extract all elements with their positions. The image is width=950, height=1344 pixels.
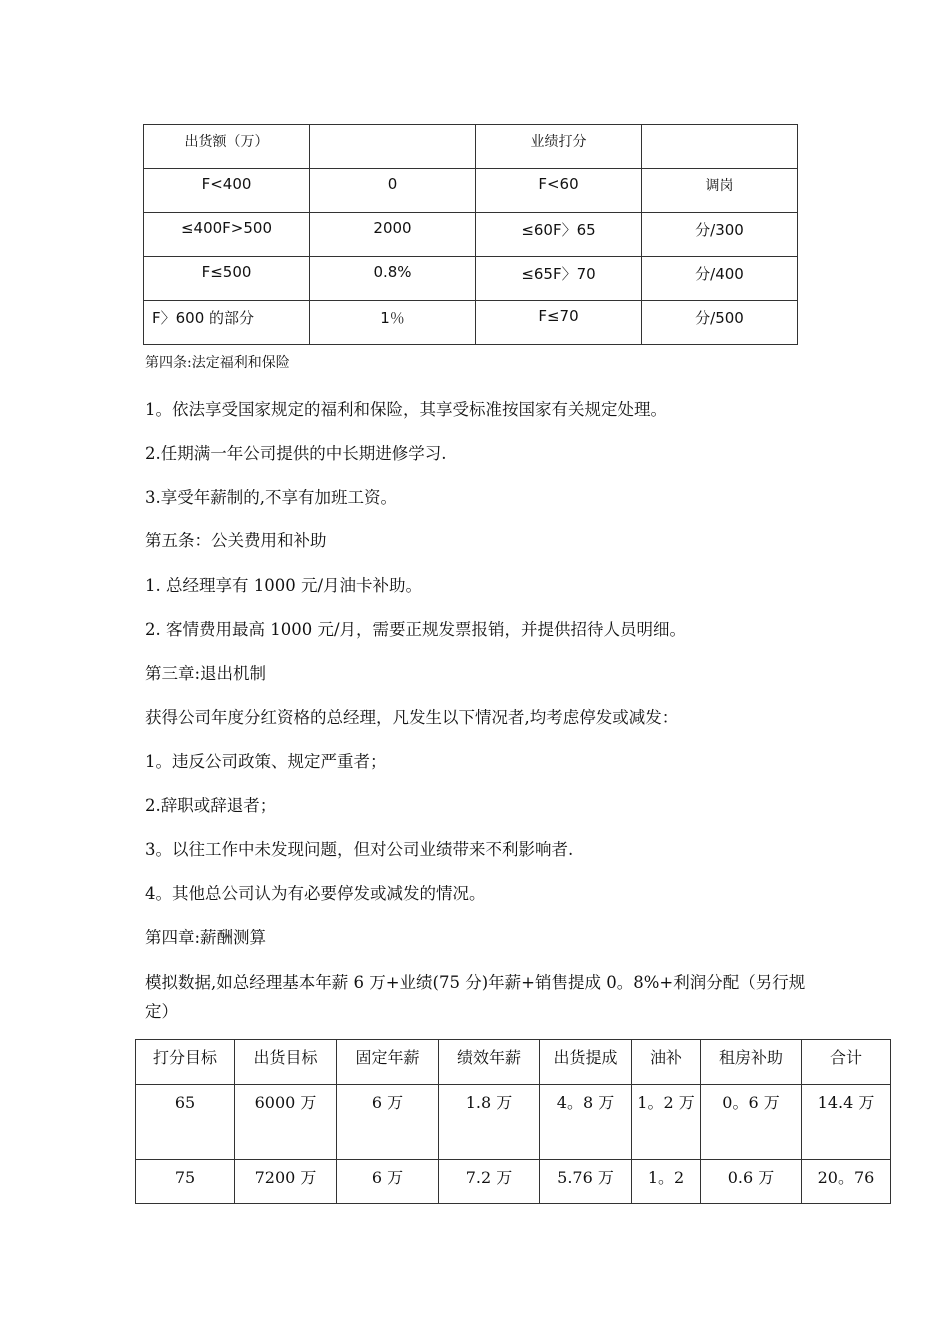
- table-cell: 6 万: [337, 1085, 439, 1160]
- table-cell: 1.8 万: [439, 1085, 540, 1160]
- table-cell: 6 万: [337, 1160, 439, 1204]
- table-cell: 14.4 万: [802, 1085, 891, 1160]
- table-cell: 4。8 万: [540, 1085, 632, 1160]
- column-header: 出货目标: [235, 1040, 337, 1085]
- table-cell: 75: [136, 1160, 235, 1204]
- table-cell: 出货额（万）: [144, 125, 310, 169]
- commission-table: [143, 124, 798, 345]
- section-heading-article-4: 第四条:法定福利和保险: [145, 355, 290, 371]
- paragraph: 1。依法享受国家规定的福利和保险，其享受标准按国家有关规定处理。: [145, 400, 667, 419]
- list-item: 1。违反公司政策、规定严重者；: [145, 752, 387, 771]
- table-cell: ≤60F〉65: [476, 213, 642, 257]
- table-row: [136, 1160, 891, 1204]
- table-cell: F〉600 的部分: [144, 301, 310, 345]
- table-cell: F<60: [476, 169, 642, 213]
- table-cell: ≤400F>500: [144, 213, 310, 257]
- table-cell: 0.8%: [310, 257, 476, 301]
- column-header: 绩效年薪: [439, 1040, 540, 1085]
- section-heading: 第五条：公关费用和补助: [145, 531, 327, 550]
- table-cell: 6000 万: [235, 1085, 337, 1160]
- table-cell: 业绩打分: [476, 125, 642, 169]
- table-row: [144, 213, 798, 257]
- table-cell: 7.2 万: [439, 1160, 540, 1204]
- table-row: [144, 301, 798, 345]
- column-header: 油补: [632, 1040, 701, 1085]
- paragraph: 2. 客情费用最高 1000 元/月，需要正规发票报销，并提供招待人员明细。: [145, 620, 687, 639]
- table-cell: 分/500: [642, 301, 798, 345]
- list-item: 4。其他总公司认为有必要停发或减发的情况。: [145, 884, 486, 903]
- chapter-heading: 第三章:退出机制: [145, 664, 267, 683]
- table-cell: 0.6 万: [701, 1160, 802, 1204]
- table-cell: 0。6 万: [701, 1085, 802, 1160]
- list-item: 3。以往工作中未发现问题，但对公司业绩带来不利影响者.: [145, 840, 574, 859]
- table-row: [144, 257, 798, 301]
- table-cell: 5.76 万: [540, 1160, 632, 1204]
- column-header: 出货提成: [540, 1040, 632, 1085]
- table-cell: 分/300: [642, 213, 798, 257]
- paragraph: 3.享受年薪制的,不享有加班工资。: [145, 488, 397, 507]
- salary-simulation-table: [135, 1039, 891, 1204]
- column-header: 合计: [802, 1040, 891, 1085]
- column-header: 打分目标: [136, 1040, 235, 1085]
- table-cell: 1。2 万: [632, 1085, 701, 1160]
- column-header: 租房补助: [701, 1040, 802, 1085]
- paragraph: 2.任期满一年公司提供的中长期进修学习.: [145, 444, 447, 463]
- table-row: [144, 169, 798, 213]
- paragraph: 获得公司年度分红资格的总经理，凡发生以下情况者,均考虑停发或减发：: [145, 708, 679, 727]
- table-cell: [310, 125, 476, 169]
- paragraph: 1. 总经理享有 1000 元/月油卡补助。: [145, 576, 423, 595]
- table-row: [136, 1085, 891, 1160]
- table-header-row: [136, 1040, 891, 1085]
- table-cell: [642, 125, 798, 169]
- table-row: [144, 125, 798, 169]
- list-item: 2.辞职或辞退者；: [145, 796, 277, 815]
- table-cell: 20。76: [802, 1160, 891, 1204]
- table-cell: F<400: [144, 169, 310, 213]
- chapter-heading: 第四章:薪酬测算: [145, 928, 267, 947]
- table-cell: 调岗: [642, 169, 798, 213]
- table-cell: 1。2: [632, 1160, 701, 1204]
- table-cell: 分/400: [642, 257, 798, 301]
- table-cell: 1％: [310, 301, 476, 345]
- table-cell: 0: [310, 169, 476, 213]
- table-cell: F≤70: [476, 301, 642, 345]
- table-cell: ≤65F〉70: [476, 257, 642, 301]
- table-cell: 65: [136, 1085, 235, 1160]
- column-header: 固定年薪: [337, 1040, 439, 1085]
- table-cell: 7200 万: [235, 1160, 337, 1204]
- simulation-text: 模拟数据,如总经理基本年薪 6 万+业绩(75 分)年薪+销售提成 0。8%+利润分配（另行规定）: [145, 973, 806, 1021]
- table-cell: F≤500: [144, 257, 310, 301]
- table-cell: 2000: [310, 213, 476, 257]
